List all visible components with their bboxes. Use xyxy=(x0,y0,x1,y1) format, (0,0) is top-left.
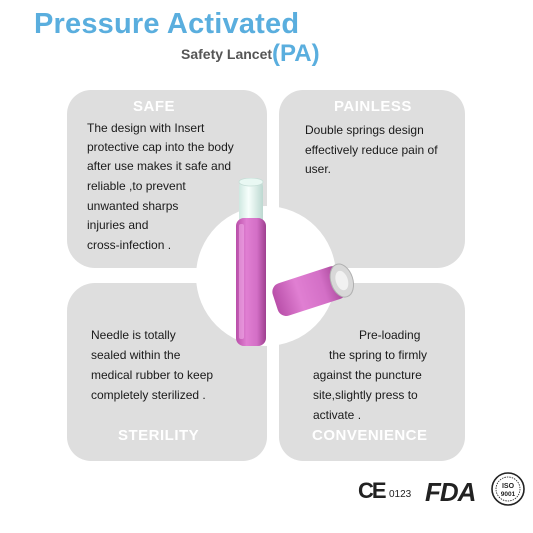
fda-logo: FDA xyxy=(425,477,476,507)
convenience-text-line: activate . xyxy=(313,408,362,422)
convenience-text-line: the spring to firmly xyxy=(329,348,428,362)
safe-text-line: injuries and xyxy=(87,218,149,232)
heading-safe: SAFE xyxy=(133,98,176,115)
lancet-illustration xyxy=(228,178,363,358)
lancet-standing xyxy=(236,178,266,346)
certification-marks xyxy=(355,470,525,516)
convenience-text-line: Pre-loading xyxy=(359,328,421,342)
subtitle-suffix: (PA) xyxy=(272,40,320,67)
safe-text-line: cross-infection . xyxy=(87,238,172,252)
sterility-text-line: sealed within the xyxy=(91,348,181,362)
ce-number: 0123 xyxy=(389,489,412,500)
iso-seal-icon xyxy=(491,472,525,506)
page-subtitle xyxy=(181,40,320,68)
sterility-text-line: medical rubber to keep xyxy=(91,368,214,382)
painless-text-line: Double springs design xyxy=(305,123,424,137)
safe-text-line: protective cap into the body xyxy=(87,140,234,154)
convenience-text-line: site,slightly press to xyxy=(313,388,418,402)
iso-label: ISO xyxy=(501,483,515,490)
convenience-text-line: against the puncture xyxy=(313,368,422,382)
heading-painless: PAINLESS xyxy=(334,98,412,115)
page-title: Pressure Activated xyxy=(34,8,300,40)
subtitle-prefix: Safety Lancet xyxy=(181,46,273,62)
ce-mark: CE xyxy=(358,478,385,503)
heading-sterility: STERILITY xyxy=(118,427,200,444)
lancet-lying xyxy=(270,261,358,318)
painless-text-line: user. xyxy=(305,162,332,176)
sterility-text-line: Needle is totally xyxy=(91,328,176,342)
sterility-text-line: completely sterilized . xyxy=(91,388,206,402)
heading-convenience: CONVENIENCE xyxy=(312,427,428,444)
painless-text-line: effectively reduce pain of xyxy=(305,143,438,157)
safe-text-line: unwanted sharps xyxy=(87,199,179,213)
iso-number: 9001 xyxy=(500,491,516,498)
safe-text-line: The design with Insert xyxy=(87,121,205,135)
safe-text-line: after use makes it safe and xyxy=(87,159,232,173)
safe-text-line: reliable ,to prevent xyxy=(87,179,186,193)
